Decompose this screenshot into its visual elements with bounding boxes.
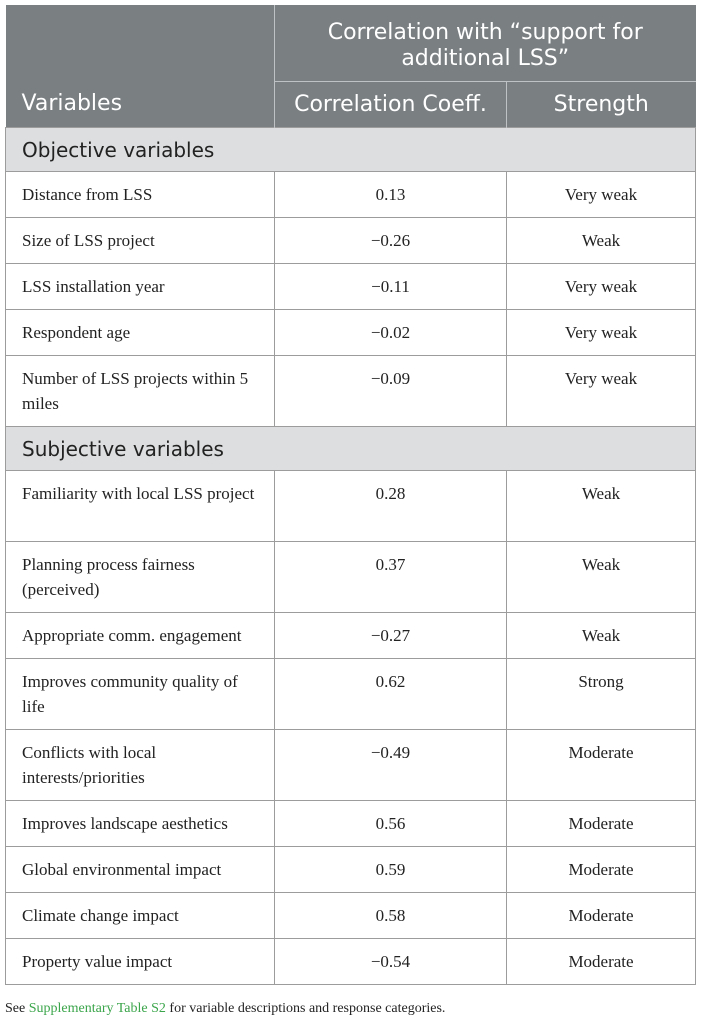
cell-variable: Planning process fairness (perceived): [6, 542, 275, 613]
header-correlation-coeff: Correlation Coeff.: [275, 82, 507, 128]
cell-correlation-coeff: 0.37: [275, 542, 507, 613]
table-row: [6, 471, 696, 542]
cell-variable: Global environmental impact: [6, 847, 275, 893]
cell-variable: Improves community quality of life: [6, 659, 275, 730]
table-row: [6, 893, 696, 939]
section-title: Subjective variables: [6, 427, 696, 471]
footnote-prefix: See: [5, 1001, 29, 1016]
cell-correlation-coeff: 0.56: [275, 801, 507, 847]
table-row: [6, 310, 696, 356]
table-header: [6, 5, 696, 128]
cell-variable: Familiarity with local LSS project: [6, 471, 275, 542]
supplementary-table-link[interactable]: Supplementary Table S2: [28, 1001, 166, 1016]
cell-correlation-coeff: −0.26: [275, 218, 507, 264]
section-title: Objective variables: [6, 128, 696, 172]
cell-strength: Very weak: [507, 356, 696, 427]
table-row: [6, 264, 696, 310]
table-body: [6, 128, 696, 985]
section-row: [6, 128, 696, 172]
table-row: [6, 218, 696, 264]
cell-strength: Very weak: [507, 310, 696, 356]
cell-strength: Weak: [507, 471, 696, 542]
cell-variable: Appropriate comm. engagement: [6, 613, 275, 659]
cell-correlation-coeff: 0.13: [275, 172, 507, 218]
cell-strength: Moderate: [507, 847, 696, 893]
cell-strength: Weak: [507, 542, 696, 613]
table-row: [6, 801, 696, 847]
cell-strength: Very weak: [507, 172, 696, 218]
footnote-suffix: for variable descriptions and response categories.: [165, 1001, 446, 1016]
section-row: [6, 427, 696, 471]
correlation-table: [5, 5, 696, 985]
cell-correlation-coeff: −0.54: [275, 939, 507, 985]
cell-variable: Distance from LSS: [6, 172, 275, 218]
footnote: [5, 1001, 695, 1017]
header-variables: Variables: [6, 5, 275, 128]
cell-variable: LSS installation year: [6, 264, 275, 310]
cell-correlation-coeff: 0.28: [275, 471, 507, 542]
cell-variable: Climate change impact: [6, 893, 275, 939]
table-row: [6, 659, 696, 730]
table-row: [6, 356, 696, 427]
cell-correlation-coeff: −0.09: [275, 356, 507, 427]
cell-variable: Number of LSS projects within 5 miles: [6, 356, 275, 427]
cell-correlation-coeff: 0.62: [275, 659, 507, 730]
cell-variable: Property value impact: [6, 939, 275, 985]
table-row: [6, 542, 696, 613]
cell-variable: Improves landscape aesthetics: [6, 801, 275, 847]
cell-variable: Respondent age: [6, 310, 275, 356]
cell-correlation-coeff: 0.59: [275, 847, 507, 893]
cell-correlation-coeff: −0.27: [275, 613, 507, 659]
cell-correlation-coeff: −0.49: [275, 730, 507, 801]
cell-strength: Moderate: [507, 893, 696, 939]
cell-correlation-coeff: −0.02: [275, 310, 507, 356]
cell-correlation-coeff: −0.11: [275, 264, 507, 310]
cell-strength: Strong: [507, 659, 696, 730]
cell-strength: Weak: [507, 218, 696, 264]
table-row: [6, 730, 696, 801]
table-row: [6, 939, 696, 985]
table-row: [6, 613, 696, 659]
cell-strength: Weak: [507, 613, 696, 659]
cell-strength: Moderate: [507, 801, 696, 847]
header-strength: Strength: [507, 82, 696, 128]
header-correlation-group: Correlation with “support for additional LSS”: [275, 5, 696, 82]
cell-variable: Conflicts with local interests/priorities: [6, 730, 275, 801]
cell-correlation-coeff: 0.58: [275, 893, 507, 939]
cell-strength: Moderate: [507, 939, 696, 985]
table-row: [6, 172, 696, 218]
cell-variable: Size of LSS project: [6, 218, 275, 264]
table-row: [6, 847, 696, 893]
cell-strength: Very weak: [507, 264, 696, 310]
cell-strength: Moderate: [507, 730, 696, 801]
